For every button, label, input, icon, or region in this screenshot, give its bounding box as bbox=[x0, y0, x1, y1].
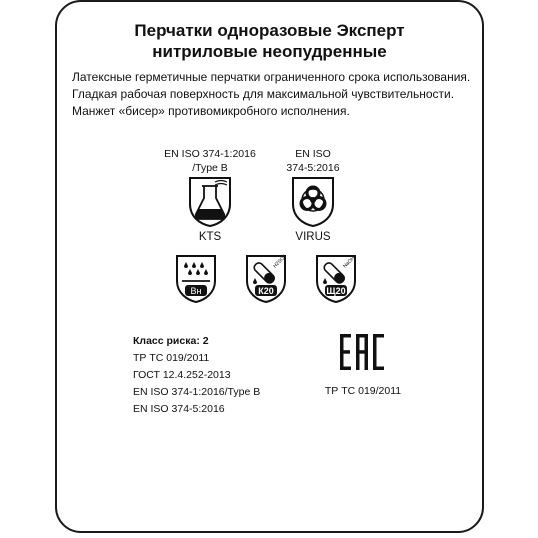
kts-standard-line1: EN ISO 374-1:2016 bbox=[164, 148, 256, 160]
kts-standard bbox=[150, 147, 270, 175]
spec-line: ГОСТ 12.4.252-2013 bbox=[133, 369, 231, 381]
acid-formula: H2SO4 bbox=[272, 254, 288, 270]
spec-line: EN ISO 374-1:2016/Type B bbox=[133, 386, 261, 398]
product-description: Латексные герметичные перчатки ограниченного срока использования. Гладкая рабочая поверхность для максимальной чувствительности. Манжет «бисер» противомикробного исполнения. bbox=[72, 70, 471, 118]
kts-standard-line2: /Type B bbox=[192, 162, 228, 174]
alkali-test-tube-shield-icon bbox=[314, 254, 358, 304]
eac-standard: ТР ТС 019/2011 bbox=[324, 385, 402, 397]
kts-label: KTS bbox=[198, 231, 222, 243]
virus-standard bbox=[268, 147, 358, 175]
virus-standard-line1: EN ISO bbox=[295, 148, 331, 160]
water-drops-shield-icon bbox=[174, 254, 218, 304]
product-title bbox=[55, 20, 484, 62]
alkali-formula: NaOH bbox=[342, 255, 357, 270]
title-line-2: нитриловые неопудренные bbox=[152, 42, 387, 61]
eac-mark-text: ЕАС bbox=[338, 332, 341, 333]
alkali-code: Щ20 bbox=[326, 286, 346, 296]
eac-mark-icon bbox=[338, 332, 386, 372]
standards-list bbox=[133, 333, 260, 418]
virus-standard-line2: 374-5:2016 bbox=[286, 162, 340, 174]
title-line-1: Перчатки одноразовые Эксперт bbox=[134, 21, 405, 40]
spec-line: ТР ТС 019/2011 bbox=[133, 352, 210, 364]
virus-label: VIRUS bbox=[295, 231, 331, 243]
chemical-flask-shield-icon bbox=[187, 176, 233, 228]
spec-line: EN ISO 374-5:2016 bbox=[133, 403, 225, 415]
acid-test-tube-shield-icon bbox=[244, 254, 288, 304]
risk-class: Класс риска: 2 bbox=[133, 335, 209, 347]
acid-code: К20 bbox=[258, 286, 274, 296]
biohazard-shield-icon bbox=[290, 176, 336, 228]
water-code: Вн bbox=[190, 286, 202, 296]
